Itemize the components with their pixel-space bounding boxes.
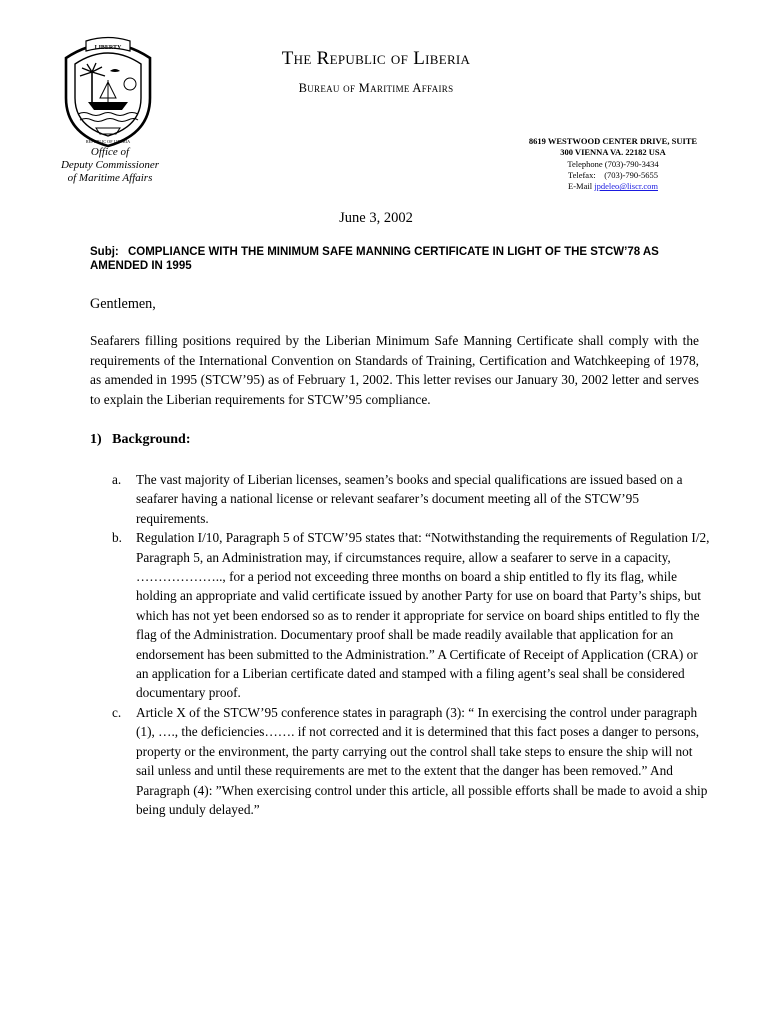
seal-bottom-text: REPUBLIC OF LIBERIA xyxy=(85,139,131,144)
list-item-text: The vast majority of Liberian licenses, seamen’s books and special qualifications are issued based on a seafarer having a national license or relevant seafarer’s document meeting all of the STCW’95 requirements. xyxy=(136,472,683,526)
email-label: E-Mail xyxy=(568,181,593,192)
office-line: of Maritime Affairs xyxy=(67,172,153,184)
email-row xyxy=(500,181,726,192)
list-item-letter: c. xyxy=(112,704,122,720)
bureau-name xyxy=(200,81,552,96)
subject-label: Subj: xyxy=(90,246,119,258)
subject-text: COMPLIANCE WITH THE MINIMUM SAFE MANNING CERTIFICATE IN LIGHT OF THE STCW’78 AS AMENDED IN 1995 xyxy=(90,246,659,272)
list-item xyxy=(112,528,712,703)
address-line: 300 VIENNA VA. 22182 USA xyxy=(560,147,666,158)
list-item-text: Regulation I/10, Paragraph 5 of STCW’95 states that: “Notwithstanding the requirements of Regulation I/2, Paragraph 5, an Administration may, if circumstances require, allow a seafarer to serve in a capacity, ……………….., for a period not exceeding three months on board a ship entitled to fly its flag, while holding an appropriate and valid certificate issued by another Party for use on board that Party’s ships, but which has not yet been endorsed so as to render it appropriate for service on board ships entitled to fly the flag of the Administration. Documentary proof shall be made readily available that application for an endorsement has been submitted to the Administration.” A Certificate of Receipt of Application (CRA) or an application for a Liberian certificate dated and stamped with a filing agent’s seal shall be considered documentary proof. xyxy=(136,530,710,701)
address-block xyxy=(500,136,726,192)
title-text: The Republic of Liberia xyxy=(281,48,471,69)
list-item xyxy=(112,470,712,528)
subject-line xyxy=(90,245,700,273)
email-link[interactable]: jpdeleo@liscr.com xyxy=(594,181,658,192)
greeting: Gentlemen, xyxy=(90,296,156,312)
address-line: 8619 WESTWOOD CENTER DRIVE, SUITE xyxy=(528,136,698,146)
office-line: Deputy Commissioner xyxy=(60,159,160,171)
liberia-seal-icon xyxy=(58,36,158,148)
list-item-text: Article X of the STCW’95 conference states in paragraph (3): “ In exercising the control under paragraph (1), …., the deficiencies……. if not corrected and it is determined that this fact poses a danger to persons, property or the environment, the party carrying out the control shall take steps to ensure the ship will not sail unless and until these requirements are met to the extent that the danger has been removed.” And Paragraph (4): ”When exercising control under this article, all possible efforts shall be made to avoid a ship being unduly delayed.” xyxy=(136,704,708,817)
list-item-letter: a. xyxy=(112,472,122,487)
bureau-text: Bureau of Maritime Affairs xyxy=(298,81,454,95)
background-list xyxy=(112,470,712,819)
section-heading: 1) Background: xyxy=(90,432,191,447)
telefax: Telefax: (703)-790-5655 xyxy=(567,169,659,180)
page-title xyxy=(200,48,552,70)
office-line: Office of xyxy=(90,146,130,158)
seal-top-text: LIBERTY xyxy=(94,45,122,51)
intro-paragraph: Seafarers filling positions required by the Liberian Minimum Safe Manning Certificate shall comply with the requirements of the International Convention on Standards of Training, Certification and Watchkeeping of 1978, as amended in 1995 (STCW’95) as of February 1, 2002. This letter revises our January 30, 2002 letter and serves to explain the Liberian requirements for STCW’95 compliance. xyxy=(90,333,699,408)
list-item xyxy=(112,703,712,819)
telephone: Telephone (703)-790-3434 xyxy=(567,158,659,169)
office-block xyxy=(40,146,180,185)
letter-date: June 3, 2002 xyxy=(339,210,413,226)
list-item-letter: b. xyxy=(112,530,122,546)
